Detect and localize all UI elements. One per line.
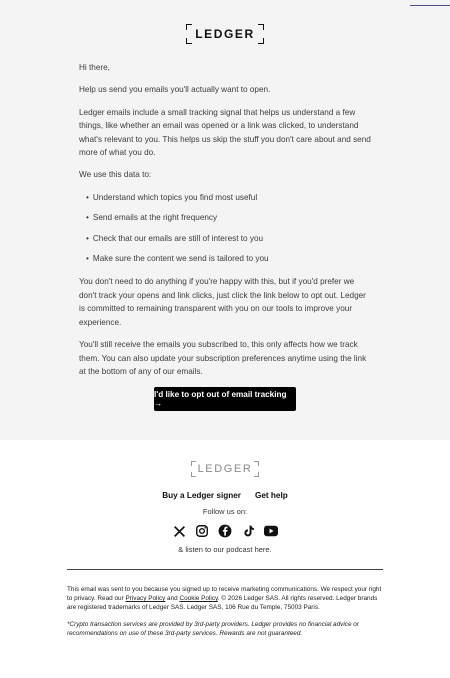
opt-out-explanation: You don't need to do anything if you're happy with this, but if you'd prefer we don't track your opens and link clicks, just click the link below to opt out. Ledger is committed to remaining transparent with you on our tools to improve your experience. — [79, 277, 366, 327]
instagram-icon[interactable] — [195, 524, 209, 538]
social-icons — [0, 524, 450, 538]
logo-text: LEDGER — [195, 27, 255, 41]
get-help-link[interactable]: Get help — [254, 491, 288, 500]
list-item: • Make sure the content we send is tailored to you — [86, 252, 371, 265]
email-content — [0, 61, 450, 378]
list-item: • Check that our emails are still of interest to you — [86, 232, 371, 245]
footer-links — [0, 491, 450, 500]
list-item: • Understand which topics you find most useful — [86, 191, 371, 204]
tracking-explanation: Ledger emails include a small tracking signal that helps us understand a few things, like whether an email was opened or a link was clicked, to understand what's relevant to you. This helps us skip the stuff you don't care about and send more of what you do. — [79, 107, 371, 158]
email-footer — [0, 440, 450, 570]
ledger-logo — [186, 24, 264, 44]
buy-ledger-link[interactable]: Buy a Ledger signer — [162, 491, 241, 500]
cookie-policy-link[interactable]: Cookie Policy — [179, 595, 218, 602]
list-intro: We use this data to: — [79, 170, 152, 180]
header-logo[interactable] — [0, 24, 450, 44]
tiktok-icon[interactable] — [241, 524, 255, 538]
privacy-policy-link[interactable]: Privacy Policy — [125, 595, 166, 602]
x-icon[interactable] — [172, 524, 186, 538]
podcast-link[interactable]: & listen to our podcast here. — [178, 545, 272, 554]
facebook-icon[interactable] — [218, 524, 232, 538]
follow-label: Follow us on: — [202, 507, 248, 516]
disclaimer: *Crypto transaction services are provided by 3rd-party providers. Ledger provides no financial advice or recommendations on use of these 3rd-party services. Rewards are not guaranteed. — [67, 621, 359, 637]
legal-notice — [0, 585, 450, 638]
greeting: Hi there, — [79, 63, 110, 72]
legal-text — [67, 585, 383, 612]
intro-text: Help us send you emails you'll actually want to open. — [79, 85, 271, 95]
top-divider — [410, 5, 450, 6]
ledger-logo-footer — [191, 461, 260, 477]
footer-logo[interactable] — [0, 461, 450, 477]
footer-divider — [67, 569, 383, 570]
legal-text-part: . © 2026 Ledger SAS. All rights reserved. Ledger brands are registered trademarks of Ledger SAS. Ledger SAS, 106 Rue du Temple, 75003 Paris. — [67, 595, 378, 611]
list-item: • Send emails at the right frequency — [86, 211, 371, 224]
legal-text-part: This email was sent to you because you signed up to receive marketing communications. We respect your right to privacy. Read our — [67, 586, 382, 602]
opt-out-button[interactable]: I'd like to opt out of email tracking → — [154, 387, 296, 411]
footer-logo-text: LEDGER — [197, 463, 253, 475]
youtube-icon[interactable] — [264, 524, 278, 538]
legal-text-part: and — [165, 595, 180, 602]
usage-list — [86, 191, 371, 266]
subscription-note: You'll still receive the emails you subscribed to, this only affects how we track them. You can also update your subscription preferences anytime using the link at the bottom of any of our emails. — [79, 340, 367, 376]
